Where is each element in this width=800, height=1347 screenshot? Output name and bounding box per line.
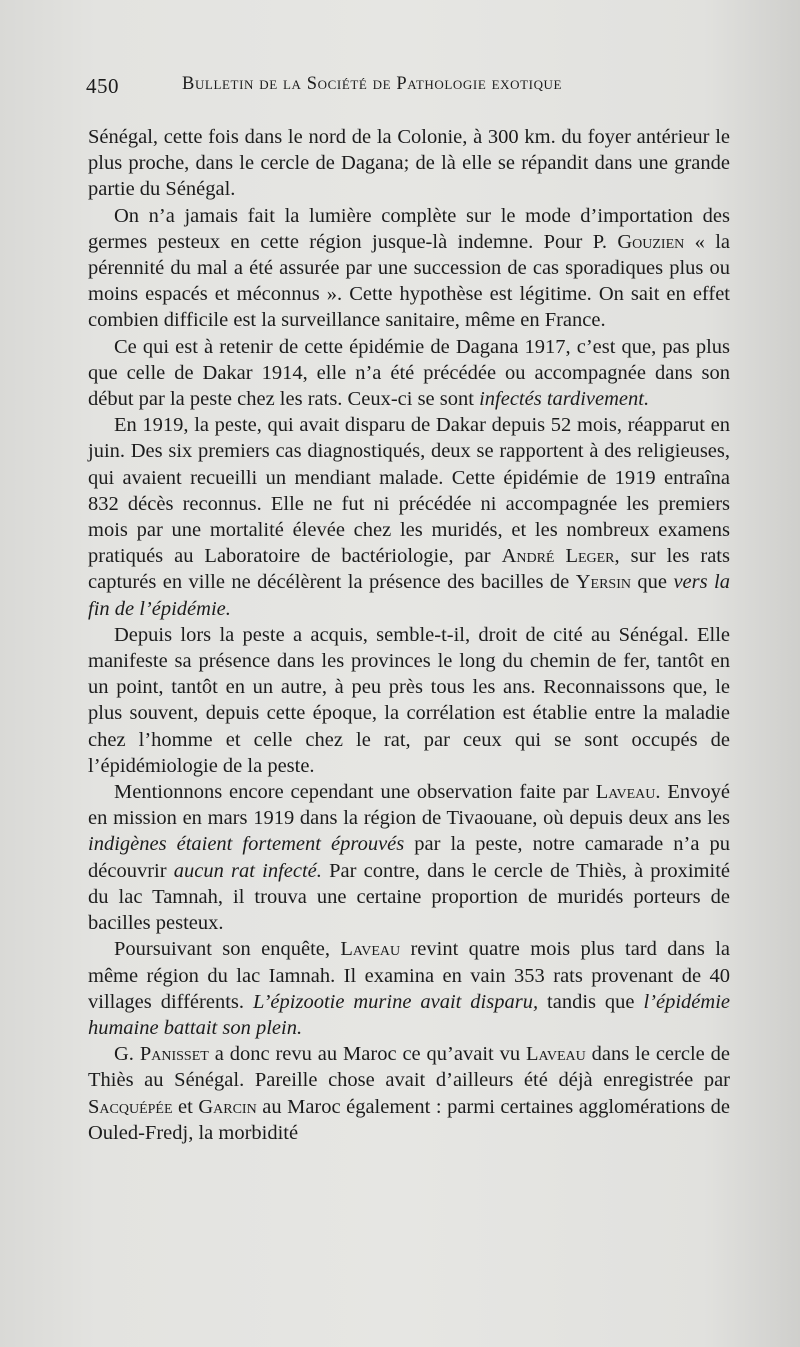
paragraph [88,622,730,779]
emphasis-text: aucun rat infecté. [173,859,322,882]
text-segment: Ce qui est à retenir de cette épidémie de Dagana 1917, c’est que, pas plus que celle de Dakar 1914, elle n’a été précédée ou accompagnée dans son début par la peste chez les rats. Ceux-ci se sont [88,335,730,411]
author-name: Laveau [340,938,401,961]
text-segment: et [172,1095,199,1118]
author-name: Laveau [526,1043,586,1066]
body-text [88,124,730,1146]
author-name: Yersin [575,571,631,594]
author-name: Sacquépée [88,1095,173,1118]
paragraph [88,1041,730,1146]
paragraph [88,412,730,622]
text-segment: En 1919, la peste, qui avait disparu de Dakar depuis 52 mois, réapparut en juin. Des six premiers cas diagnostiqués, deux se rapportent à des religieuses, qui avaient recueilli un mendiant malade. Cette épidémie de 1919 entraîna 832 décès reconnus. Elle ne fut ni précédée ni accompagnée les premiers mois par une mortalité élevée chez les muridés, et les nombreux examens pratiqués au Laboratoire de bactériologie, par [88,414,730,568]
text-segment: . Envoyé en mission en mars 1919 dans la région de Tivaouane, où depuis deux ans les [88,781,730,830]
emphasis-text: infectés tardivement. [479,388,650,411]
emphasis-text: vers la fin de l’épidémie. [88,571,730,620]
text-segment: « la pérennité du mal a été assurée par une succession de cas sporadiques plus ou moins espacés et méconnus ». Cette hypothèse est légitime. On sait en effet combien difficile est la surveillance sanitaire, même en France. [88,230,731,332]
text-segment: par la peste, notre camarade n’a pu découvrir [88,833,730,882]
text-segment: Poursuivant son enquête, [114,938,341,961]
page-number: 450 [86,74,119,98]
text-segment: On n’a jamais fait la lumière complète sur le mode d’importation des germes pesteux en cette région jusque-là indemne. Pour P. [88,204,730,253]
paragraph [88,779,730,936]
text-segment: tandis que [538,990,644,1013]
text-segment: G. [114,1043,140,1066]
text-segment: que [630,571,674,594]
paragraph [88,936,730,1041]
emphasis-text: indigènes étaient fortement éprouvés [88,833,405,856]
author-name: Gouzien [617,230,685,253]
author-name: Panisset [139,1043,209,1066]
text-segment: revint quatre mois plus tard dans la même région du lac Iamnah. Il examina en vain 353 rats provenant de 40 villages différents. [88,938,730,1013]
author-name: André Leger [501,545,615,568]
paragraph [88,203,730,334]
text-segment: dans le cercle de Thiès au Sénégal. Pareille chose avait d’ailleurs été déjà enregistrée par [88,1043,730,1092]
text-segment: Par contre, dans le cercle de Thiès, à proximité du lac Tamnah, il trouva une certaine proportion de muridés porteurs de bacilles pesteux. [88,859,730,935]
emphasis-text: l’épidémie humaine battait son plein. [88,990,730,1039]
text-segment: , sur les rats capturés en ville ne décélèrent la présence des bacilles de [88,545,730,594]
text-segment: Depuis lors la peste a acquis, semble-t-il, droit de cité au Sénégal. Elle manifeste sa présence dans les provinces le long du chemin de fer, tantôt en un point, tantôt en un autre, à peu près tous les ans. Reconnaissons que, le plus souvent, depuis cette époque, la corrélation est établie entre la maladie chez l’homme et celle chez le rat, par ceux qui se sont occupés de l’épidémiologie de la peste. [88,623,730,777]
text-segment: Sénégal, cette fois dans le nord de la Colonie, à 300 km. du foyer antérieur le plus proche, dans le cercle de Dagana; de là elle se répandit dans une grande partie du Sénégal. [88,126,730,201]
text-segment: Mentionnons encore cependant une observation faite par [114,781,596,804]
author-name: Laveau [595,781,656,804]
text-segment: a donc revu au Maroc ce qu’avait vu [208,1043,527,1066]
running-title: Bulletin de la Société de Pathologie exotique [182,74,563,94]
text-segment: au Maroc également : parmi certaines agglomérations de Ouled-Fredj, la morbidité [88,1095,730,1144]
author-name: Garcin [198,1095,257,1118]
paragraph [88,334,730,413]
page-header [86,74,736,104]
emphasis-text: L’épizootie murine avait disparu, [252,990,539,1013]
paragraph [88,124,730,203]
